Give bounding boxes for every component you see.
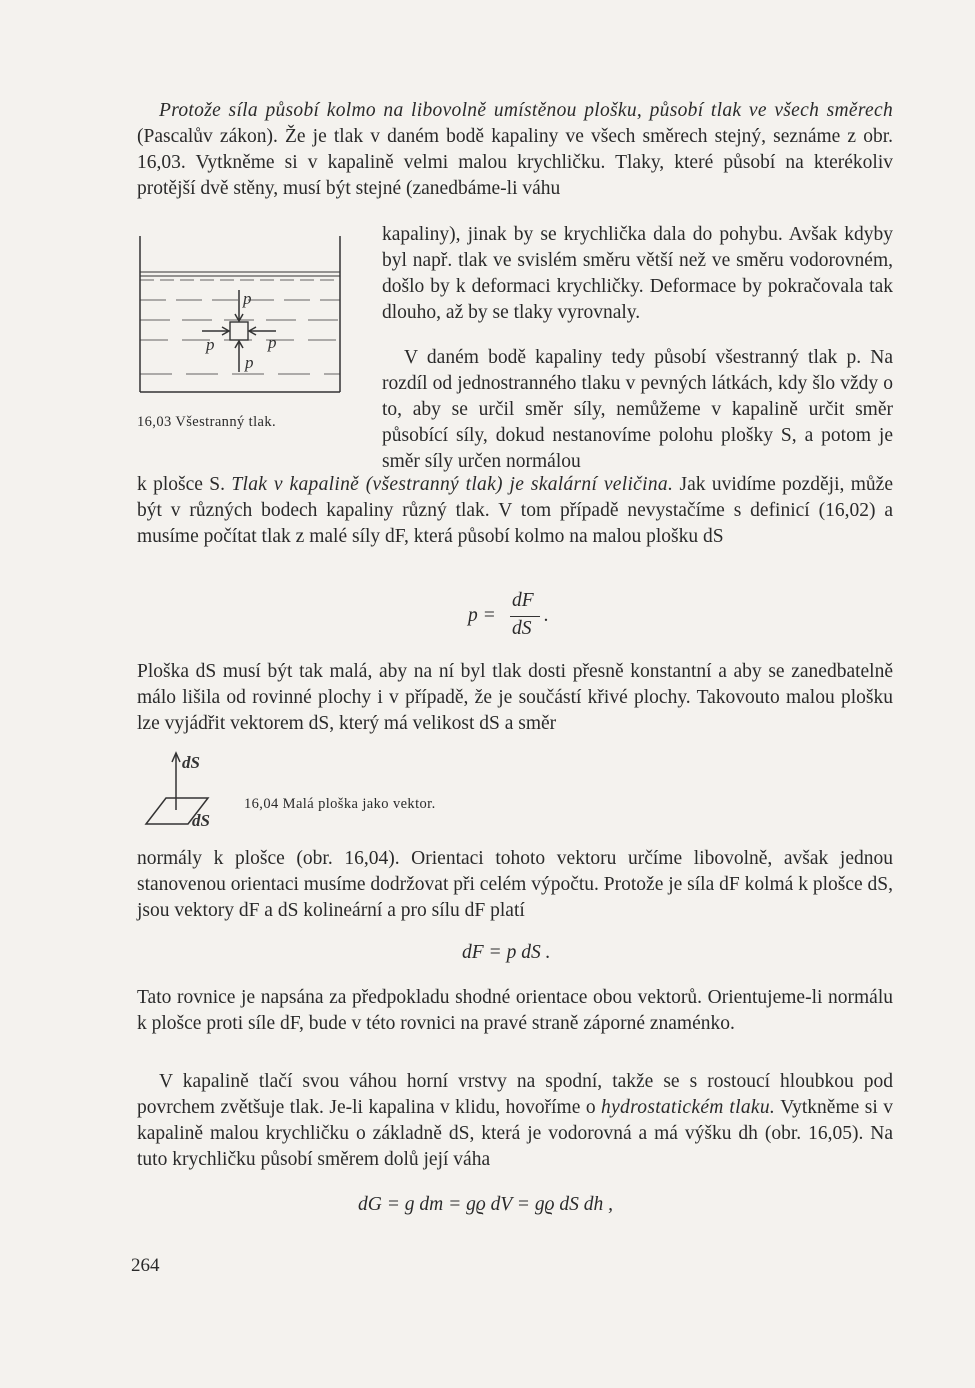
fig-label-p-bottom: p [245, 353, 254, 372]
figure-16-03-diagram [130, 232, 350, 400]
fig-label-p-top: p [243, 289, 252, 308]
fig-label-vector-dS: dS [182, 753, 200, 772]
figure-16-04-diagram [140, 748, 240, 832]
fig-label-area-dS: dS [192, 811, 210, 830]
paragraph-orientation-sign-text: Tato rovnice je napsána za předpokladu shodné orientace obou vektorů. Orientujeme-li normálu k plošce proti síle dF, bude v této rovnici na pravé straně záporné znaménko. [137, 987, 893, 1034]
scalar-italic: Tlak v kapalině (všestranný tlak) je skalární veličina. [231, 474, 674, 495]
fig-label-p-left: p [206, 335, 215, 354]
eq1-denominator: dS [512, 618, 532, 639]
equation-pressure [468, 590, 578, 644]
fig-label-p-right: p [268, 333, 277, 352]
paragraph-vector-orientation [137, 846, 893, 924]
pascal-law-italic: Protože síla působí kolmo na libovolně umístěnou plošku, působí tlak ve všech směrech [159, 100, 893, 121]
paragraph-pascal-narrow [382, 202, 893, 495]
paragraph-scalar [137, 472, 893, 550]
paragraph-orientation-sign [137, 985, 893, 1037]
figure-16-04-caption: 16,04 Malá ploška jako vektor. [244, 796, 436, 812]
paragraph-pascal-narrow-text: kapaliny), jinak by se krychlička dala do pohybu. Avšak kdyby byl např. tlak ve svislém směru větší než ve směru vodorovném, došlo by k deformaci krychličky. Deformace by pokračovala tak dlouho, až by se tlaky vyrovnaly. [382, 223, 893, 323]
eq1-lhs: p = [468, 605, 496, 626]
paragraph-pascal-rest: (Pascalův zákon). Že je tlak v daném bodě kapaliny ve všech směrech stejný, seznáme z obr. 16,03. Vytkněme si v kapalině velmi malou krychličku. Tlaky, které působí na kterékoliv protější dvě stěny, musí být stejné (zanedbáme-li váhu [137, 126, 893, 199]
paragraph-hydrostatic [137, 1069, 893, 1173]
hydrostatic-rest: Vytkněme si v kapalině malou krychličku o základně dS, která je vodorovná a má výšku dh (obr. 16,05). Na tuto krychličku působí směrem dolů její váha [137, 1097, 893, 1170]
paragraph-small-area-text: Ploška dS musí být tak malá, aby na ní byl tlak dosti přesně konstantní a aby se zanedbatelně málo lišila od rovinné plochy i v případě, že je součástí křivé plochy. Takovouto malou plošku lze vyjádřit vektorem dS, který má velikost dS a směr [137, 661, 893, 734]
paragraph-small-area [137, 659, 893, 737]
eq1-numerator: dF [512, 590, 534, 611]
scalar-start: k plošce S. [137, 474, 232, 495]
paragraph-pascal [137, 98, 893, 202]
scalar-rest: Jak uvidíme později, může být v různých bodech kapaliny různý tlak. V tom případě nevystačíme s definicí (16,02) a musíme počítat tlak z malé síly dF, která působí kolmo na malou plošku dS [137, 474, 893, 547]
eq1-end: . [544, 605, 549, 626]
paragraph-omnidirectional: V daném bodě kapaliny tedy působí všestranný tlak p. Na rozdíl od jednostranného tlaku v pevných látkách, kdy šlo vždy o to, aby se určil směr síly, nemůžeme v kapalině určit směr působící síly, dokud nestanovíme polohu plošky S, a potom je směr síly určen normálou [382, 347, 893, 472]
paragraph-vector-orientation-text: normály k plošce (obr. 16,04). Orientaci tohoto vektoru určíme libovolně, avšak jednou stanovenou orientaci musíme dodržovat při celém výpočtu. Protože je síla dF kolmá k plošce dS, jsou vektory dF a dS kolineární a pro sílu dF platí [137, 848, 893, 921]
hydrostatic-start: V kapalině tlačí svou váhou horní vrstvy na spodní, takže se s rostoucí hloubkou pod povrchem zvětšuje tlak. Je-li kapalina v klidu, hovoříme o [137, 1071, 893, 1118]
equation-weight: dG = g dm = gϱ dV = gϱ dS dh , [358, 1194, 613, 1215]
figure-16-03-caption: 16,03 Všestranný tlak. [137, 414, 277, 430]
page-number: 264 [131, 1255, 160, 1276]
hydrostatic-italic: hydrostatickém tlaku. [601, 1097, 776, 1118]
equation-force: dF = p dS . [462, 942, 551, 963]
